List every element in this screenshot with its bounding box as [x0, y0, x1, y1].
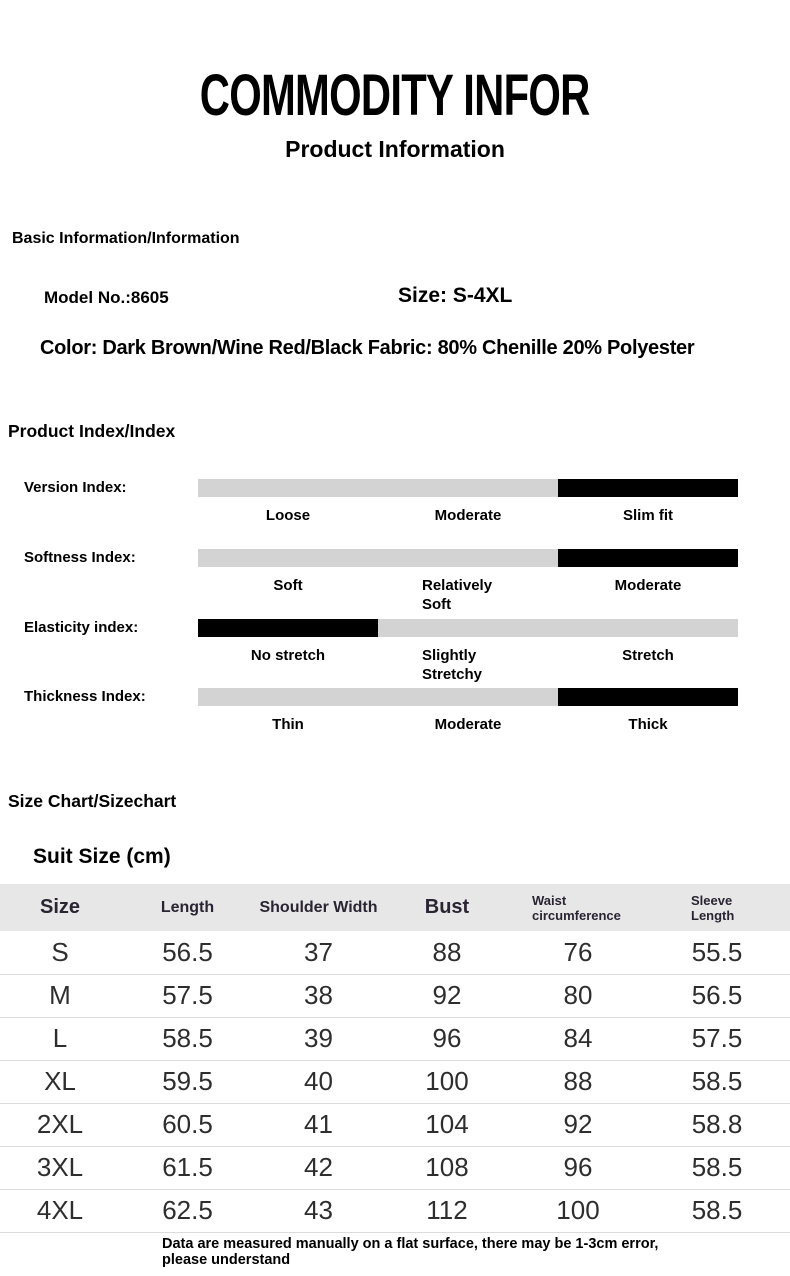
cell-size: XL: [0, 1060, 120, 1103]
bar-segment: [558, 688, 738, 706]
cell-length: 62.5: [120, 1189, 255, 1232]
option-label: Moderate: [434, 507, 502, 524]
cell-size: 2XL: [0, 1103, 120, 1146]
option-label: Thick: [628, 716, 668, 733]
table-row: [0, 931, 790, 974]
cell-sleeve: 58.5: [644, 1060, 790, 1103]
cell-shoulder: 37: [304, 936, 333, 967]
cell-size: M: [0, 974, 120, 1017]
bar-segment: [198, 688, 378, 706]
size-chart-table: [0, 884, 790, 1233]
cell-size: L: [0, 1017, 120, 1060]
measurement-note-line2: please understand: [162, 1252, 291, 1268]
cell-waist: 96: [512, 1146, 644, 1189]
index-options-version: [198, 506, 738, 525]
table-row: [0, 1103, 790, 1146]
index-label-elasticity: Elasticity index:: [24, 619, 139, 636]
cell-waist: 76: [563, 936, 593, 967]
cell-bust: 96: [382, 1017, 512, 1060]
cell-length: 59.5: [120, 1060, 255, 1103]
option-label: Stretch: [622, 647, 674, 664]
cell-length: 60.5: [120, 1103, 255, 1146]
column-header-shoulder: Shoulder Width: [259, 898, 378, 916]
option-label: No stretch: [250, 647, 326, 664]
index-row-elasticity: [0, 619, 790, 689]
option-label: Moderate: [614, 577, 682, 594]
cell-length: 61.5: [120, 1146, 255, 1189]
cell-shoulder: 43: [255, 1189, 382, 1232]
page-title: [0, 62, 790, 129]
index-bar-thickness: [198, 688, 738, 706]
cell-length: 57.5: [120, 974, 255, 1017]
bar-segment: [198, 549, 378, 567]
cell-bust: 112: [382, 1189, 512, 1232]
column-header-length: Length: [160, 898, 215, 916]
table-row: [0, 1146, 790, 1189]
index-options-softness: [198, 576, 738, 614]
cell-bust: 104: [382, 1103, 512, 1146]
column-header-bust: Bust: [424, 896, 470, 918]
index-options-thickness: [198, 715, 738, 734]
index-row-softness: [0, 549, 790, 619]
cell-shoulder: 42: [255, 1146, 382, 1189]
cell-size: 4XL: [0, 1189, 120, 1232]
cell-sleeve: 58.8: [644, 1103, 790, 1146]
table-row: [0, 1017, 790, 1060]
index-label-version: Version Index:: [24, 479, 127, 496]
option-label: Soft: [273, 577, 303, 594]
cell-shoulder: 41: [255, 1103, 382, 1146]
cell-sleeve: 57.5: [644, 1017, 790, 1060]
cell-waist: 88: [512, 1060, 644, 1103]
cell-shoulder: 39: [255, 1017, 382, 1060]
table-row: [0, 974, 790, 1017]
bar-segment: [558, 479, 738, 497]
index-label-softness: Softness Index:: [24, 549, 136, 566]
cell-sleeve: 56.5: [644, 974, 790, 1017]
cell-bust: 88: [432, 936, 462, 967]
bar-segment: [378, 549, 558, 567]
product-index-heading: Product Index/Index: [8, 421, 176, 441]
measurement-note-line1: Data are measured manually on a flat surface, there may be 1-3cm error,: [162, 1236, 659, 1252]
column-header-size: Size: [39, 896, 81, 918]
bar-segment: [198, 619, 378, 637]
column-header-sleeve: Sleeve Length: [691, 892, 735, 923]
bar-segment: [558, 619, 738, 637]
bar-segment: [378, 688, 558, 706]
bar-segment: [198, 479, 378, 497]
index-bar-version: [198, 479, 738, 497]
page-subtitle: Product Information: [285, 136, 505, 162]
size-range: Size: S-4XL: [398, 284, 513, 307]
option-label: Loose: [265, 507, 311, 524]
table-row: [0, 1060, 790, 1103]
cell-bust: 108: [382, 1146, 512, 1189]
index-label-thickness: Thickness Index:: [24, 688, 146, 705]
cell-waist: 100: [512, 1189, 644, 1232]
page-title-text: COMMODITY INFOR: [200, 63, 590, 128]
cell-waist: 84: [512, 1017, 644, 1060]
bar-segment: [378, 619, 558, 637]
cell-size: S: [51, 936, 69, 967]
cell-sleeve: 58.5: [644, 1189, 790, 1232]
index-bar-softness: [198, 549, 738, 567]
cell-size: 3XL: [0, 1146, 120, 1189]
size-chart-heading: Size Chart/Sizechart: [8, 791, 177, 811]
cell-shoulder: 38: [255, 974, 382, 1017]
cell-bust: 92: [382, 974, 512, 1017]
index-bar-elasticity: [198, 619, 738, 637]
option-label: Slim fit: [622, 507, 673, 524]
bar-segment: [558, 549, 738, 567]
cell-sleeve: 58.5: [644, 1146, 790, 1189]
basic-info-heading: Basic Information/Information: [12, 230, 240, 247]
index-row-thickness: [0, 688, 790, 758]
cell-bust: 100: [382, 1060, 512, 1103]
index-options-elasticity: [198, 646, 738, 684]
cell-length: 58.5: [120, 1017, 255, 1060]
cell-waist: 80: [512, 974, 644, 1017]
bar-segment: [378, 479, 558, 497]
cell-length: 56.5: [162, 936, 213, 967]
option-label: Thin: [272, 716, 304, 733]
index-row-version: [0, 479, 790, 549]
table-header-row: [0, 884, 790, 931]
option-label: Relatively Soft: [422, 577, 493, 613]
cell-waist: 92: [512, 1103, 644, 1146]
column-header-waist: Waist circumference: [532, 892, 621, 923]
model-number: Model No.:8605: [44, 288, 169, 307]
cell-sleeve: 55.5: [691, 936, 743, 967]
color-fabric-line: Color: Dark Brown/Wine Red/Black Fabric: 80% Chenille 20% Polyester: [40, 337, 695, 359]
cell-shoulder: 40: [255, 1060, 382, 1103]
option-label: Moderate: [434, 716, 502, 733]
table-row: [0, 1189, 790, 1232]
option-label: Slightly Stretchy: [422, 647, 483, 683]
suit-size-heading: Suit Size (cm): [33, 845, 171, 868]
